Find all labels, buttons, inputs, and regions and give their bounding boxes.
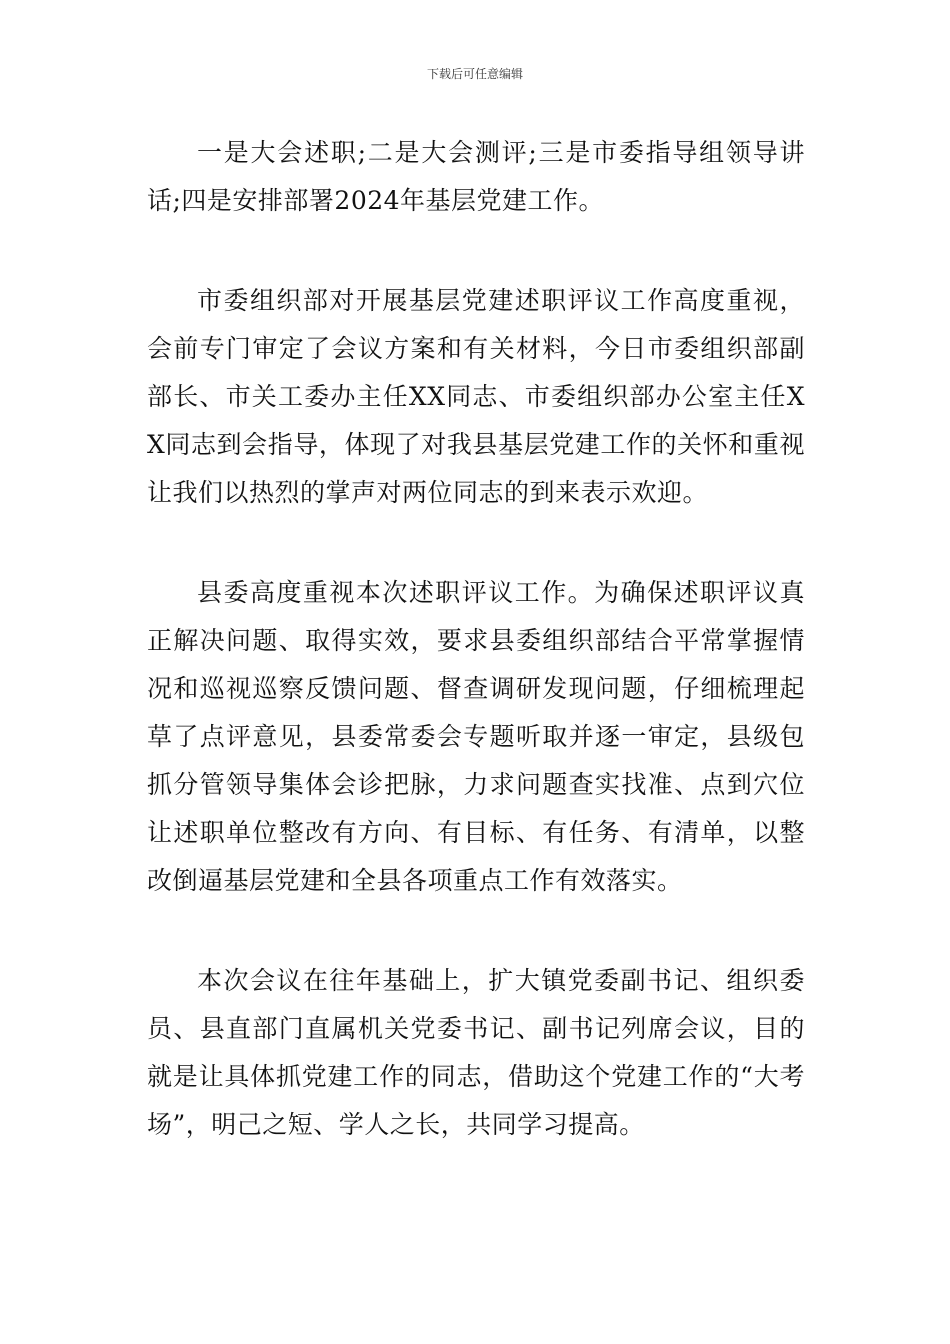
document-body [147, 129, 805, 1149]
page-header-note: 下载后可任意编辑 [426, 67, 523, 81]
paragraph-4: 本次会议在往年基础上，扩大镇党委副书记、组织委员、县直部门直属机关党委书记、副书记列席会议，目的就是让具体抓党建工作的同志，借助这个党建工作的“大考场”，明己之短、学人之长，共同学习提高。 [147, 966, 805, 1139]
paragraph-2: 市委组织部对开展基层党建述职评议工作高度重视，会前专门审定了会议方案和有关材料，今日市委组织部副部长、市关工委办主任XX同志、市委组织部办公室主任XX同志到会指导，体现了对我县基层党建工作的关怀和重视让我们以热烈的掌声对两位同志的到来表示欢迎。 [147, 286, 805, 507]
paragraph-1: 一是大会述职;二是大会测评;三是市委指导组领导讲话;四是安排部署2024年基层党建工作。 [147, 138, 805, 215]
paragraph-3: 县委高度重视本次述职评议工作。为确保述职评议真正解决问题、取得实效，要求县委组织部结合平常掌握情况和巡视巡察反馈问题、督查调研发现问题，仔细梳理起草了点评意见，县委常委会专题听取并逐一审定，县级包抓分管领导集体会诊把脉，力求问题查实找准、点到穴位让述职单位整改有方向、有目标、有任务、有清单，以整改倒逼基层党建和全县各项重点工作有效落实。 [147, 578, 805, 895]
